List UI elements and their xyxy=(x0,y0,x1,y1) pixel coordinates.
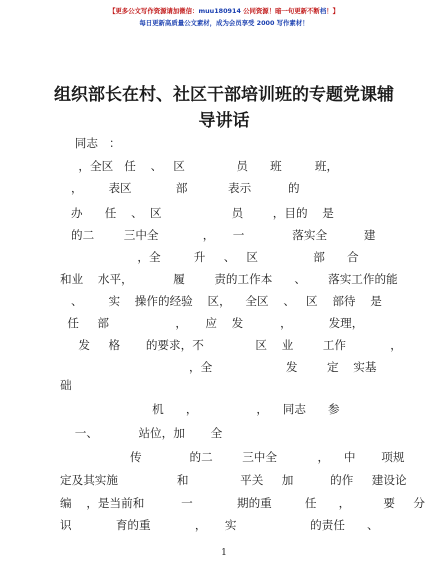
promo-banner-line-2: 每日更新高质量公文素材，成为会员享受 2000 写作素材！ xyxy=(139,19,309,27)
body-line: 同志 ： xyxy=(60,136,121,150)
body-line: 的二 三中全 ， 一 落实全 建 xyxy=(60,228,376,242)
promo-banner-segment: muu180914 xyxy=(198,7,241,15)
body-line: 发 格 的要求，不 区 业 工作 ， xyxy=(60,338,402,352)
body-line: ， 表区 部 表示 的 xyxy=(60,181,300,195)
promo-banner-segment: ！】 xyxy=(326,7,339,15)
page-number: 1 xyxy=(221,548,227,558)
promo-banner-segment: 公同资源 xyxy=(240,7,269,15)
document-title-line-2: 导讲话 xyxy=(198,111,250,131)
promo-banner-segment: ！暗一句更新不断 xyxy=(268,7,320,15)
promo-banner xyxy=(0,6,448,28)
body-line: ，全 升 、 区 部 合 xyxy=(60,250,359,264)
body-line: 一、 站位，加 全 xyxy=(60,426,223,440)
document-title xyxy=(0,82,448,134)
body-line: 传 的二 三中全 ， 中 项规 xyxy=(60,450,405,464)
body-line: 办 任 、 区 员 ，目的 是 xyxy=(60,206,334,220)
body-line: 、 实 操作的经验 区， 全区 、 区 部待 是 xyxy=(60,294,382,308)
promo-banner-segment: 档 xyxy=(319,7,327,15)
body-line: 定及其实施 和 平关 加 的作 建设论 xyxy=(60,473,407,487)
promo-banner-line-1 xyxy=(0,6,448,16)
body-line: 础 xyxy=(60,378,72,392)
body-line: 编 ，是当前和 一 期的重 任 ， 要 分 xyxy=(60,496,426,510)
body-line: 和业 水平， 履 责的工作本 、 落实工作的能 xyxy=(60,272,398,286)
body-line: 任 部 ， 应 发 ， 发理， xyxy=(60,316,364,330)
body-line: ，全 发 定 实基 xyxy=(60,360,377,374)
body-line: 机 ， ， 同志 参 xyxy=(60,402,340,416)
body-line: 识 育的重 ， 实 的责任 、 xyxy=(60,518,379,532)
document-title-line-1: 组织部长在村、社区干部培训班的专题党课辅 xyxy=(54,85,394,105)
body-line: ，全区 任 、 区 员 班 班， xyxy=(60,159,339,173)
promo-banner-segment: 【更多公文写作资源请加微信： xyxy=(108,7,199,15)
